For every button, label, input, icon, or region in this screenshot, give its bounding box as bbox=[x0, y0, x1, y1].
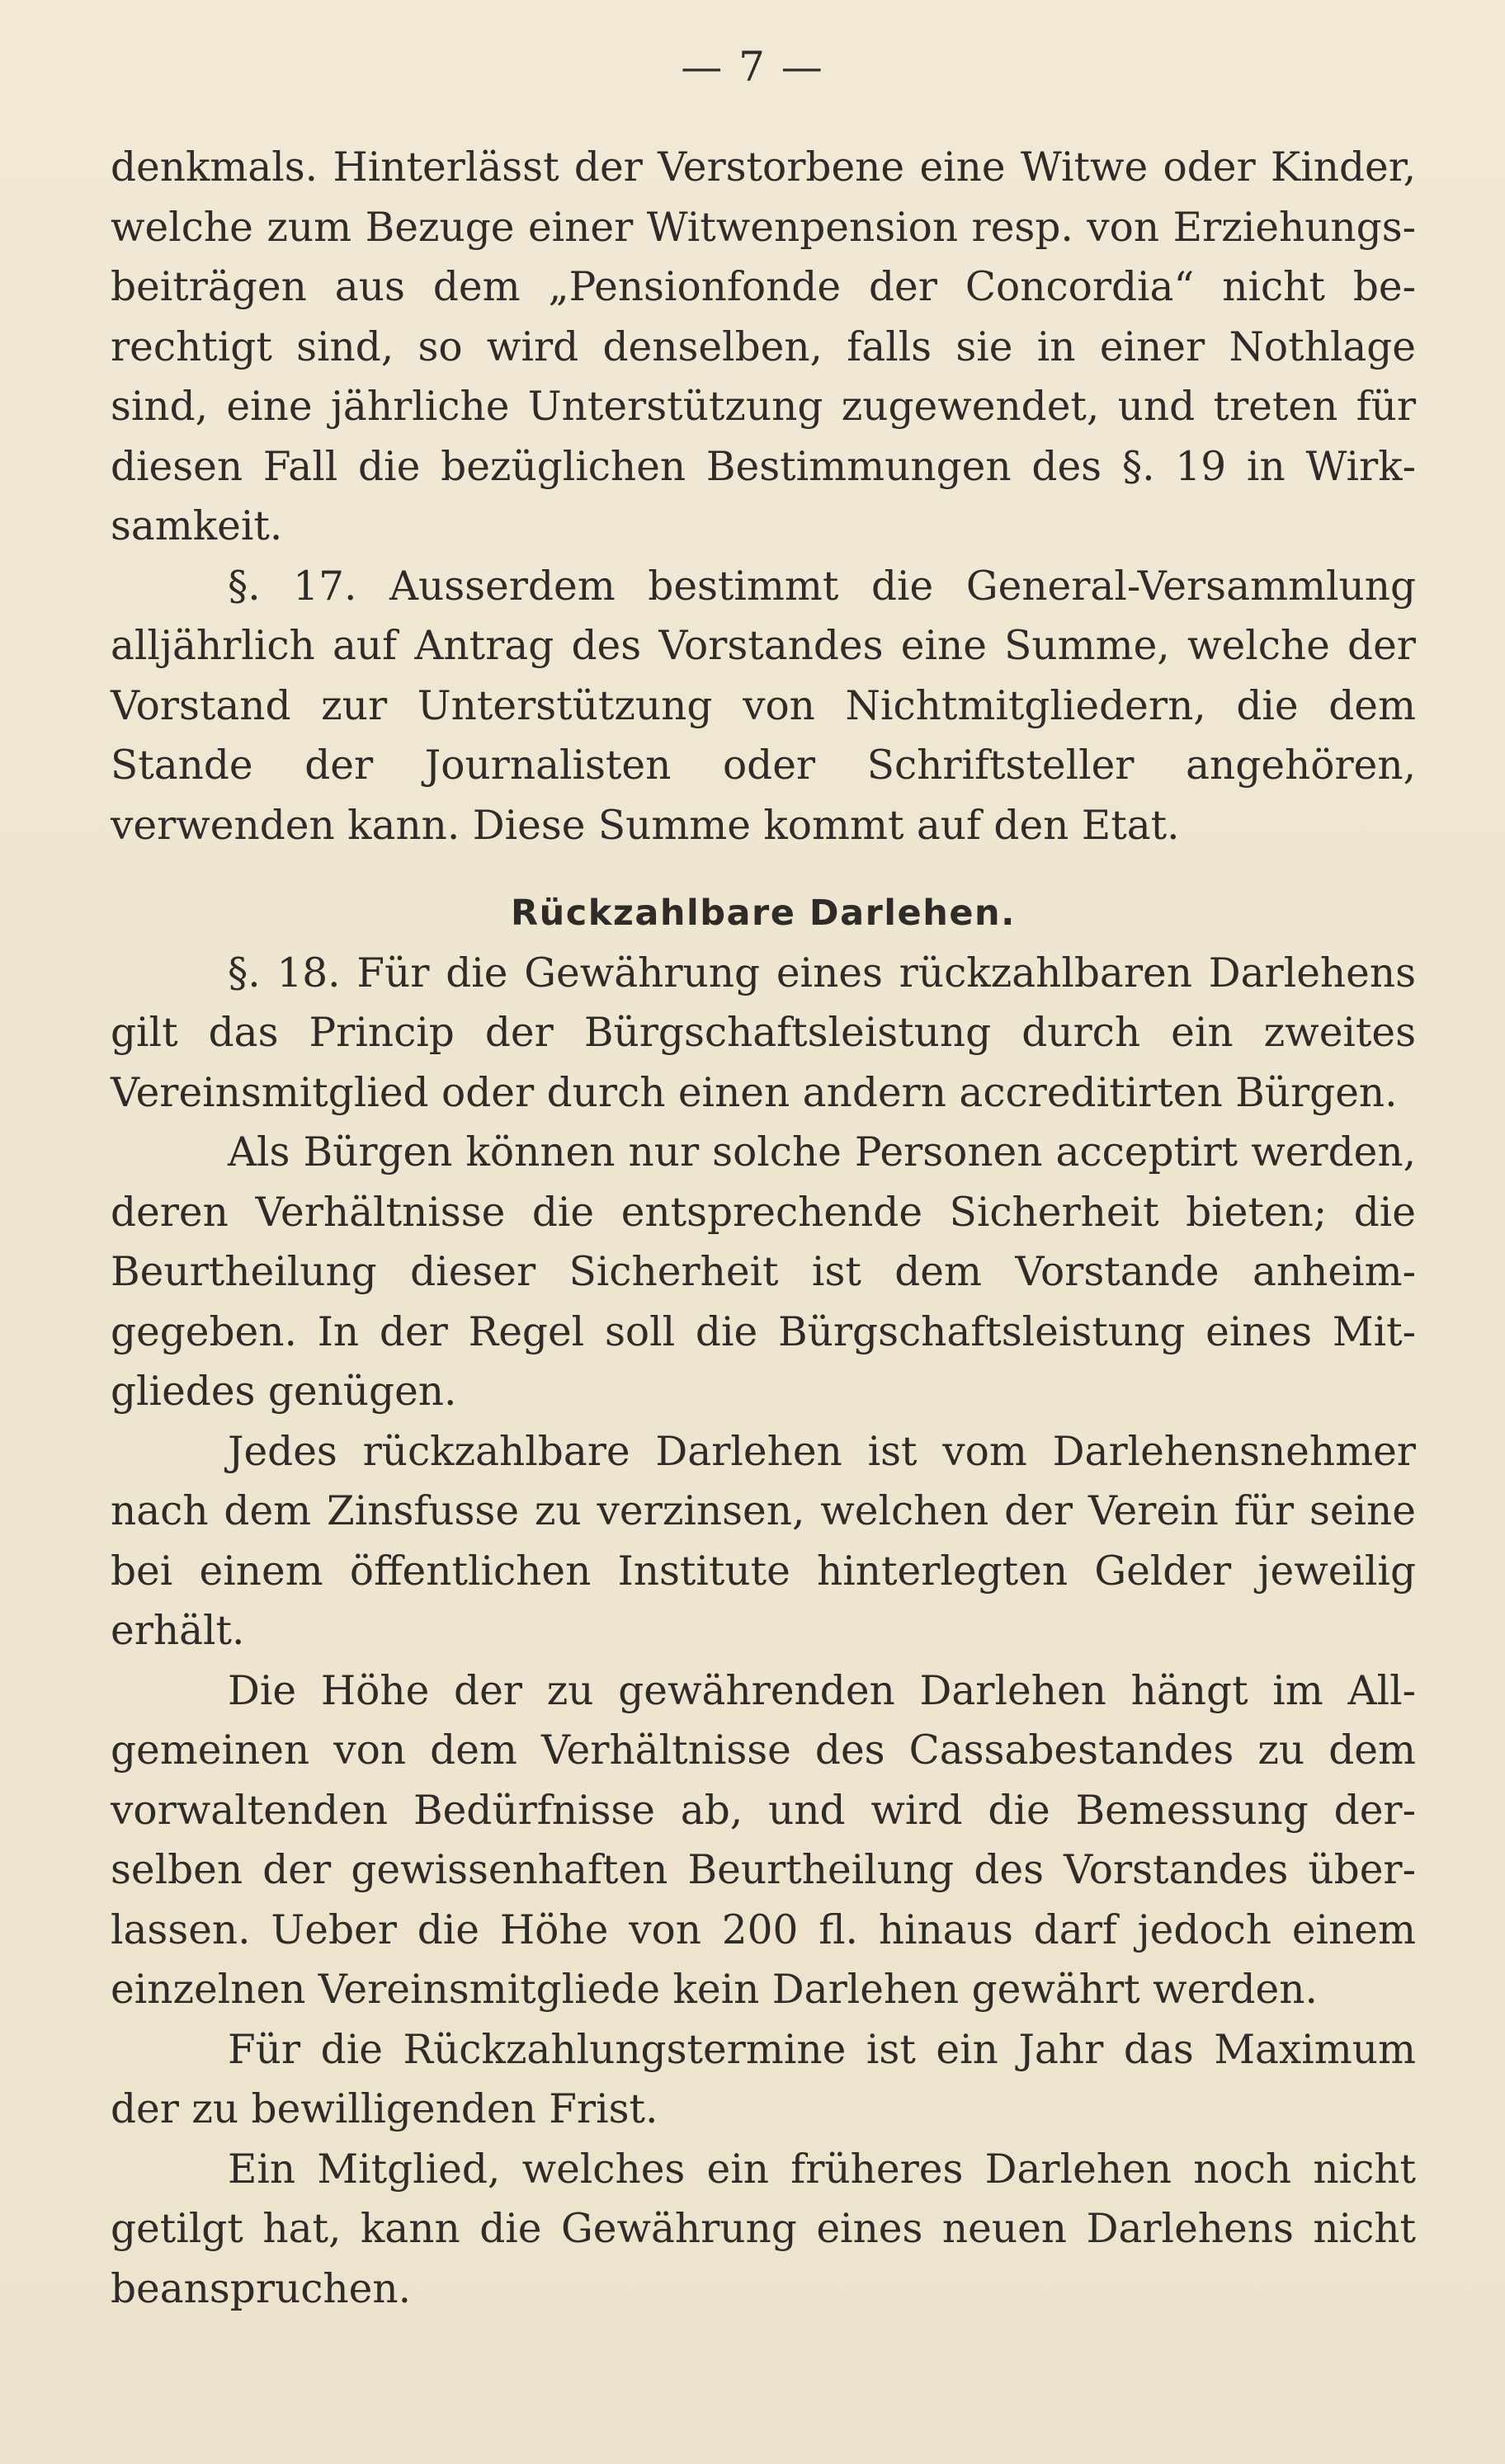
paragraph-buergen: Als Bürgen können nur solche Personen acceptirt werden, deren Verhältnisse die entsprechende Sicherheit bieten; die Beurtheilung dieser Sicherheit ist dem Vorstande anheimgegeben. In der Regel soll die Bürgschaftsleistung eines Mitgliedes genügen. bbox=[111, 1129, 1416, 1415]
paragraph-neues-darlehen: Ein Mitglied, welches ein früheres Darlehen noch nicht getilgt hat, kann die Gewährung eines neuen Darlehens nicht beanspruchen. bbox=[111, 2146, 1416, 2312]
paragraph-continuation: denkmals. Hinterlässt der Verstorbene eine Witwe oder Kinder, welche zum Bezuge einer Witwenpension resp. von Erziehungsbeiträgen aus dem „Pensionfonde der Concordia“ nicht berechtigt sind, so wird denselben, falls sie in einer Nothlage sind, eine jährliche Unterstützung zugewendet, und treten für diesen Fall die bezüglichen Bestimmungen des §. 19 in Wirksamkeit. bbox=[111, 144, 1416, 549]
text-block-bottom bbox=[111, 883, 1416, 2319]
section-heading: Rückzahlbare Darlehen. bbox=[511, 893, 1016, 934]
page-number: — 7 — bbox=[681, 43, 824, 91]
text-block-top bbox=[111, 138, 1416, 855]
paragraph-section-18: §. 18. Für die Gewährung eines rückzahlbaren Darlehens gilt das Princip der Bürgschaftsleistung durch ein zweites Vereinsmitglied oder durch einen andern accreditirten Bürgen. bbox=[111, 949, 1416, 1116]
paragraph-hoehe: Die Höhe der zu gewährenden Darlehen hängt im Allgemeinen von dem Verhältnisse des Cassabestandes zu dem vorwaltenden Bedürfnisse ab, und wird die Bemessung derselben der gewissenhaften Beurtheilung des Vorstandes überlassen. Ueber die Höhe von 200 fl. hinaus darf jedoch einem einzelnen Vereinsmitgliede kein Darlehen gewährt werden. bbox=[111, 1667, 1416, 2013]
paragraph-rueckzahlungstermine: Für die Rückzahlungstermine ist ein Jahr das Maximum der zu bewilligenden Frist. bbox=[111, 2026, 1416, 2132]
paragraph-section-17: §. 17. Ausserdem bestimmt die General-Versammlung alljährlich auf Antrag des Vorstandes eine Summe, welche der Vorstand zur Unterstützung von Nichtmitgliedern, die dem Stande der Journalisten oder Schriftsteller angehören, verwenden kann. Diese Summe kommt auf den Etat. bbox=[111, 563, 1416, 849]
paragraph-verzinsung: Jedes rückzahlbare Darlehen ist vom Darlehensnehmer nach dem Zinsfusse zu verzinsen, welchen der Verein für seine bei einem öffentlichen Institute hinterlegten Gelder jeweilig erhält. bbox=[111, 1428, 1416, 1654]
